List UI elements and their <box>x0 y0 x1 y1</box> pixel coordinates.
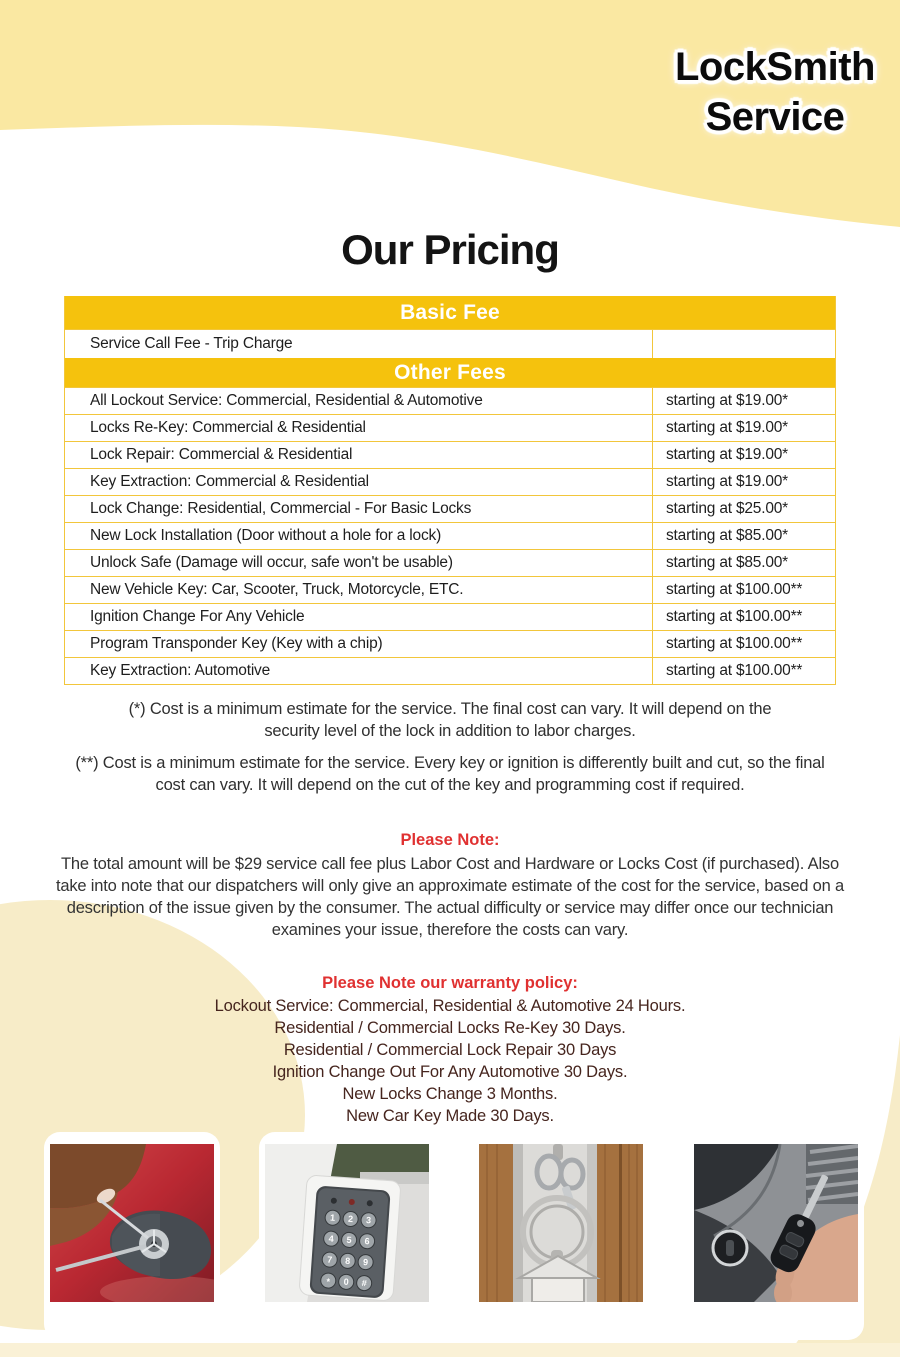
warranty-line: Ignition Change Out For Any Automotive 30 Days. <box>272 1063 628 1081</box>
svg-text:0: 0 <box>343 1276 350 1287</box>
svg-text:2: 2 <box>347 1213 354 1225</box>
table-section-basic <box>65 329 835 358</box>
table-section-header-other: Other Fees <box>65 358 835 387</box>
svg-text:7: 7 <box>326 1254 333 1265</box>
service-cell: Unlock Safe (Damage will occur, safe won't be usable) <box>90 554 453 571</box>
footnote-double-asterisk: (**) Cost is a minimum estimate for the service. Every key or ignition is differently built and cut, so the final cost can vary. It will depend on the cut of the key and programming cost if required. <box>75 754 825 794</box>
price-cell: starting at $19.00* <box>652 469 835 495</box>
svg-text:#: # <box>361 1277 368 1289</box>
service-cell: Lock Change: Residential, Commercial - For Basic Locks <box>90 500 472 517</box>
warranty-heading: Please Note our warranty policy: <box>322 974 578 992</box>
service-cell: Key Extraction: Automotive <box>90 662 271 679</box>
svg-text:9: 9 <box>362 1256 369 1268</box>
table-row <box>65 414 835 441</box>
table-section-other <box>65 387 835 684</box>
service-cell: All Lockout Service: Commercial, Residential & Automotive <box>90 392 483 409</box>
note-body: The total amount will be $29 service call fee plus Labor Cost and Hardware or Locks Cost (if purchased). Also take into note that our dispatchers will only give an approximate estimate of the cost for the service, based on a description of the issue given by the consumer. The actual difficulty or service may differ once our technician examines your issue, therefore the costs can vary. <box>56 855 844 939</box>
service-cell: Lock Repair: Commercial & Residential <box>90 446 353 463</box>
price-cell: starting at $85.00* <box>652 550 835 576</box>
svg-text:8: 8 <box>344 1255 351 1267</box>
table-row <box>65 630 835 657</box>
price-cell: starting at $100.00** <box>652 631 835 657</box>
price-cell: starting at $25.00* <box>652 496 835 522</box>
warranty-line: New Car Key Made 30 Days. <box>346 1107 554 1125</box>
house-pendant-body <box>532 1278 584 1302</box>
warranty-line: Lockout Service: Commercial, Residential & Automotive 24 Hours. <box>214 997 686 1015</box>
brand-title-line1: LockSmith <box>675 45 875 89</box>
table-row <box>65 329 835 358</box>
bottom-strip <box>0 1343 900 1357</box>
service-cell: Ignition Change For Any Vehicle <box>90 608 305 625</box>
brand-title-line2: Service <box>705 95 845 139</box>
service-cell: New Lock Installation (Door without a hole for a lock) <box>90 527 442 544</box>
warranty-policy-list <box>0 995 900 1127</box>
service-cell: New Vehicle Key: Car, Scooter, Truck, Motorcycle, ETC. <box>90 581 464 598</box>
table-row <box>65 576 835 603</box>
svg-text:5: 5 <box>346 1234 352 1246</box>
warranty-line: New Locks Change 3 Months. <box>342 1085 558 1103</box>
footnote-asterisk: (*) Cost is a minimum estimate for the service. The final cost can vary. It will depend on the security level of the lock in addition to labor charges. <box>128 700 772 740</box>
table-row <box>65 468 835 495</box>
note-heading: Please Note: <box>400 831 500 849</box>
svg-text:6: 6 <box>364 1236 370 1247</box>
price-cell: starting at $19.00* <box>652 388 835 414</box>
price-cell: starting at $19.00* <box>652 442 835 468</box>
table-section-header-basic: Basic Fee <box>65 296 835 329</box>
price-cell: starting at $19.00* <box>652 415 835 441</box>
photo-house-keychain <box>479 1144 643 1302</box>
table-row <box>65 495 835 522</box>
svg-text:3: 3 <box>365 1215 372 1226</box>
brand-title <box>640 42 900 142</box>
price-cell: starting at $100.00** <box>652 577 835 603</box>
table-row <box>65 549 835 576</box>
service-cell: Locks Re-Key: Commercial & Residential <box>90 419 366 436</box>
table-row <box>65 522 835 549</box>
pricing-table <box>64 296 836 685</box>
photo-keypad-lock <box>265 1144 429 1302</box>
service-cell: Program Transponder Key (Key with a chip) <box>90 635 383 652</box>
table-row <box>65 387 835 414</box>
warranty-line: Residential / Commercial Locks Re-Key 30 Days. <box>274 1019 626 1037</box>
svg-text:4: 4 <box>328 1233 335 1244</box>
photo-car-ignition-key <box>694 1144 858 1302</box>
price-cell: starting at $100.00** <box>652 604 835 630</box>
price-cell: starting at $100.00** <box>652 658 835 684</box>
service-cell: Key Extraction: Commercial & Residential <box>90 473 369 490</box>
svg-text:*: * <box>326 1276 331 1287</box>
service-cell: Service Call Fee - Trip Charge <box>90 335 293 352</box>
table-row <box>65 603 835 630</box>
price-cell <box>652 330 835 358</box>
table-row <box>65 441 835 468</box>
svg-text:1: 1 <box>329 1212 336 1223</box>
price-cell: starting at $85.00* <box>652 523 835 549</box>
keypad <box>309 1186 390 1299</box>
photo-car-lock-picking <box>50 1144 214 1302</box>
warranty-line: Residential / Commercial Lock Repair 30 Days <box>283 1041 617 1059</box>
table-row <box>65 657 835 684</box>
pricing-heading: Our Pricing <box>341 226 559 273</box>
